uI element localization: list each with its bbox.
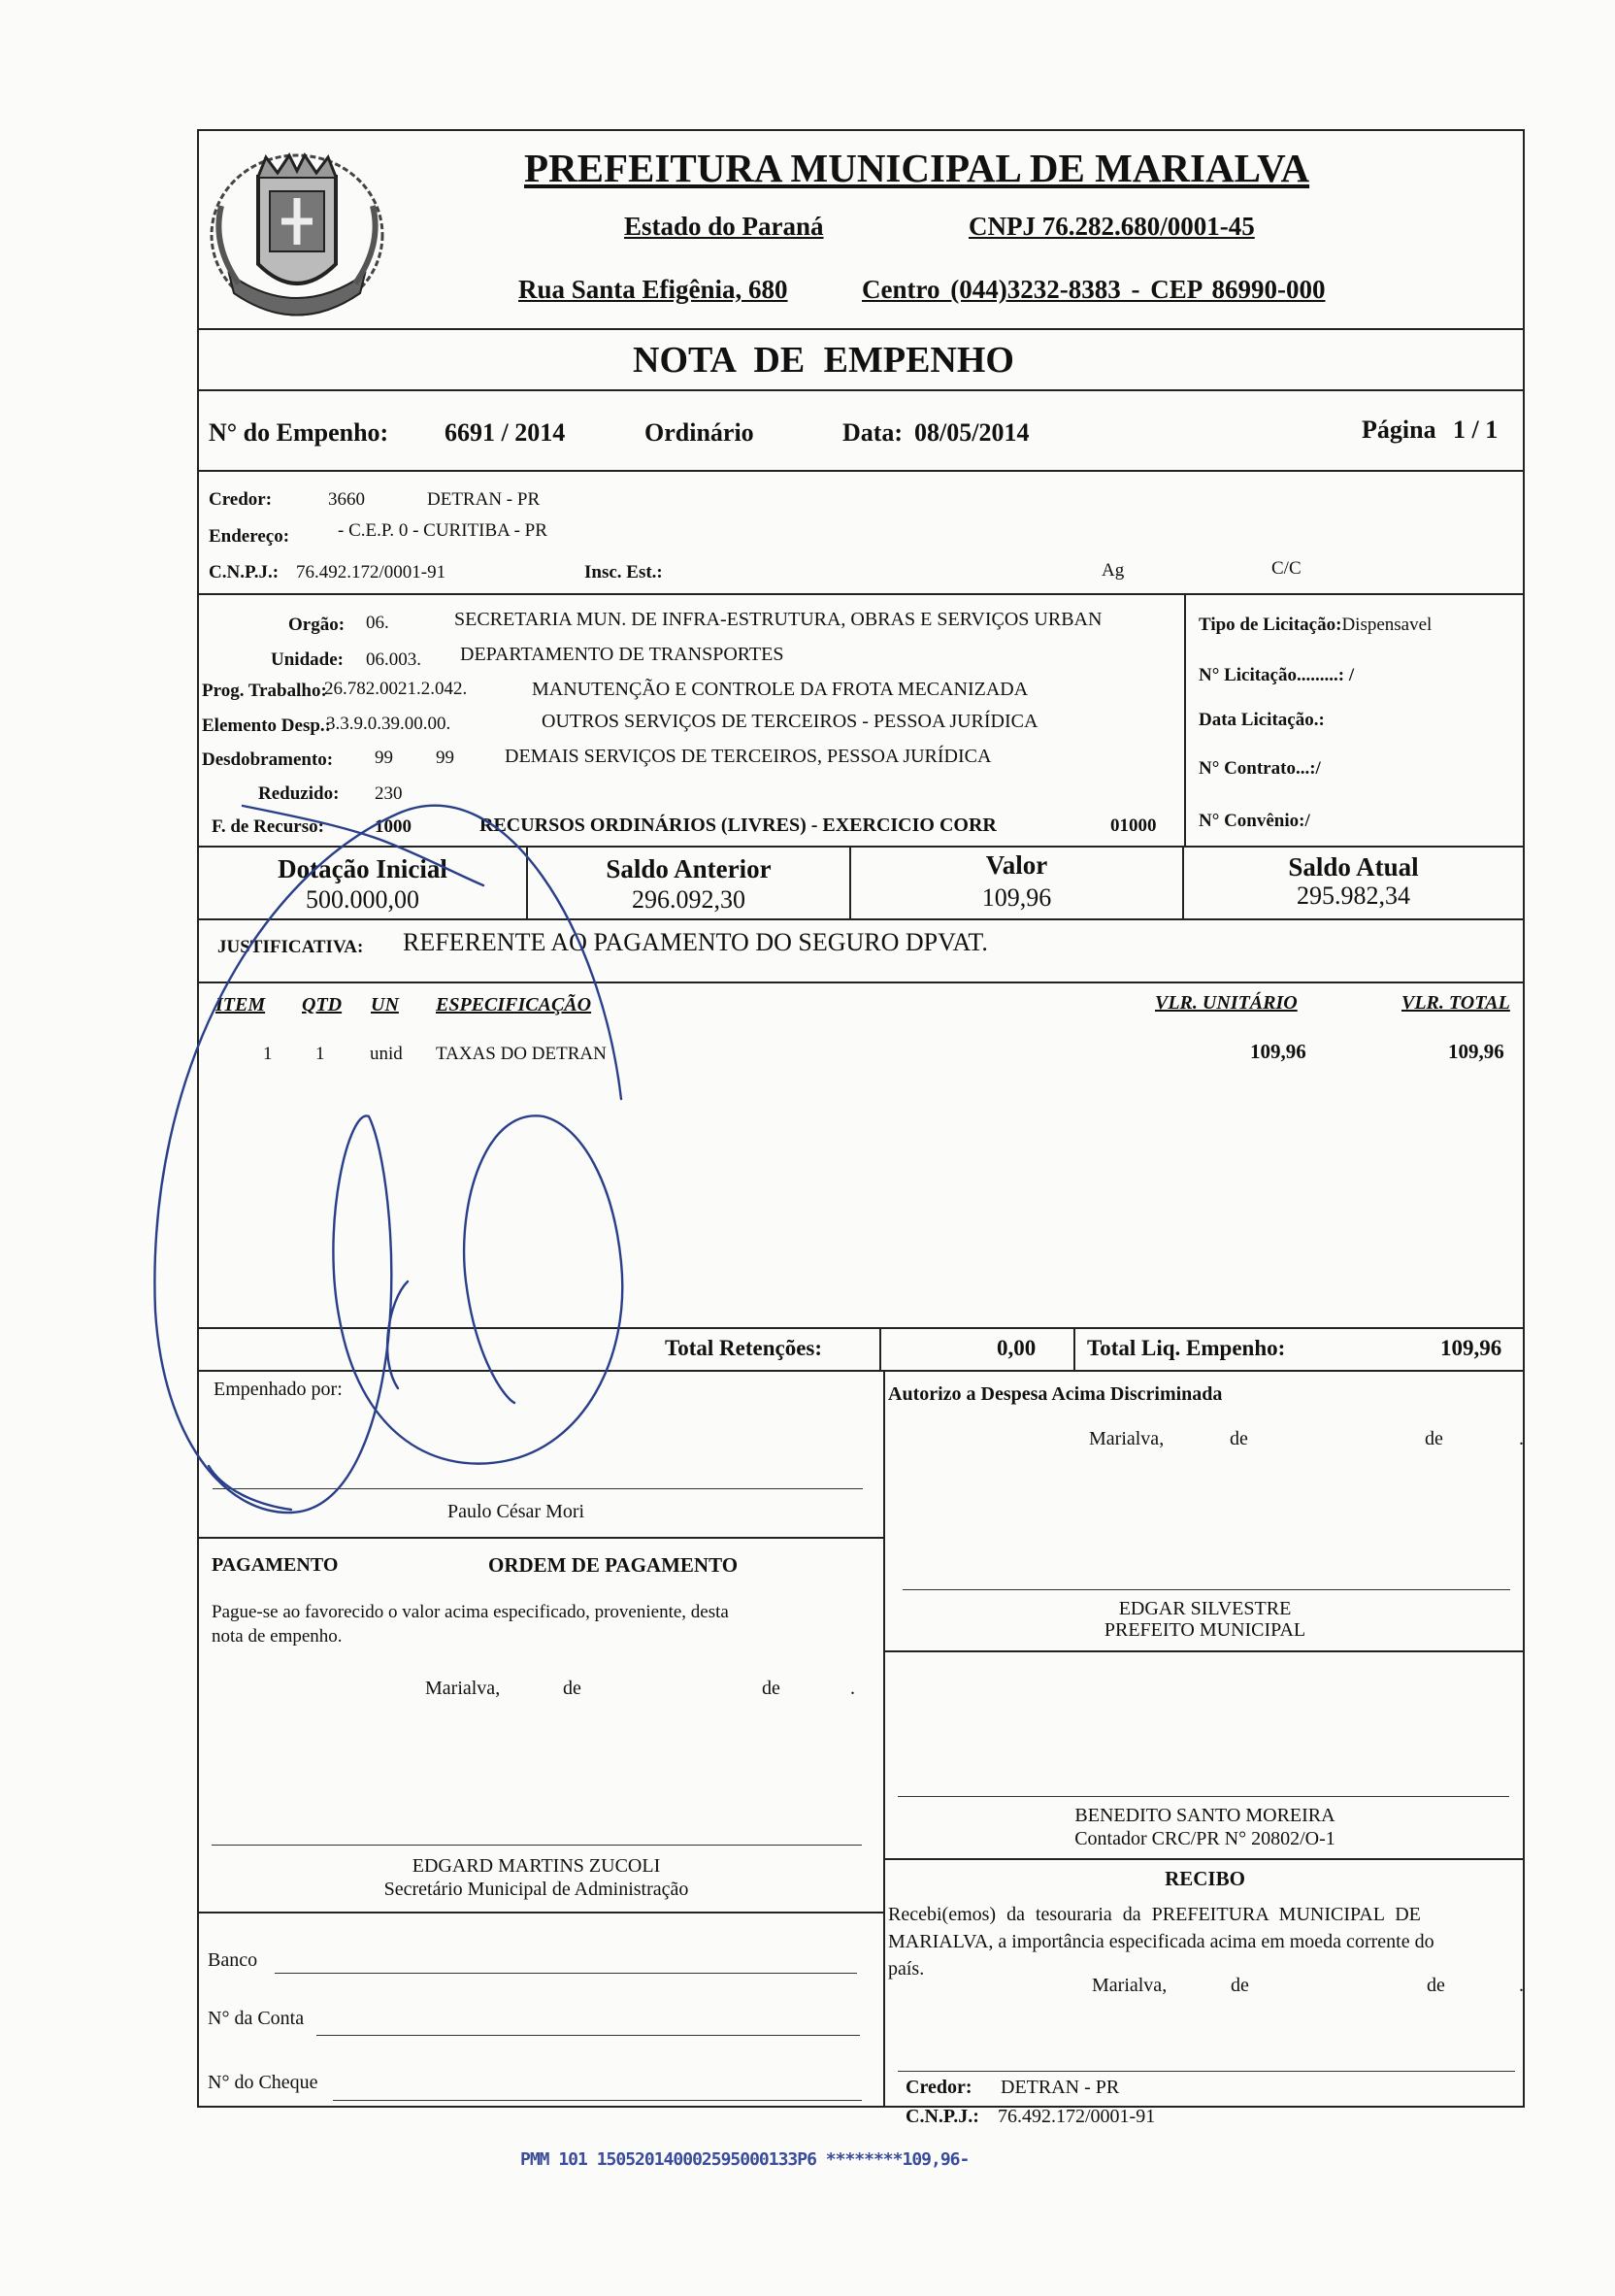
row-un: unid [370, 1044, 403, 1064]
elem-cod: 3.3.9.0.39.00.00. [326, 714, 451, 734]
tipo-licitacao-label: Tipo de Licitação: [1199, 615, 1342, 635]
data-licitacao: Data Licitação.: [1199, 710, 1325, 730]
empenhado-por-label: Empenhado por: [214, 1379, 343, 1400]
row-vlr-unitario: 109,96 [1250, 1040, 1306, 1063]
saldo-anterior-label: Saldo Anterior [606, 854, 772, 883]
col-un: UN [371, 994, 399, 1015]
saldo-atual-label: Saldo Atual [1288, 852, 1419, 882]
col-item: ITEM [215, 994, 266, 1015]
row-especificacao: TAXAS DO DETRAN [436, 1044, 607, 1064]
empenho-tipo: Ordinário [644, 418, 754, 447]
recibo-de-1: de [1231, 1975, 1249, 1996]
pagamento-ponto: . [850, 1678, 855, 1699]
secretario-nome: EDGARD MARTINS ZUCOLI [412, 1855, 661, 1877]
pagamento-marialva: Marialva, [425, 1678, 501, 1699]
justificativa-texto: REFERENTE AO PAGAMENTO DO SEGURO DPVAT. [403, 928, 988, 956]
numero-convenio: N° Convênio:/ [1199, 811, 1310, 831]
elem-desc: OUTROS SERVIÇOS DE TERCEIROS - PESSOA JURÍDICA [542, 711, 1038, 732]
header-title: PREFEITURA MUNICIPAL DE MARIALVA [524, 146, 1310, 190]
orgao-desc: SECRETARIA MUN. DE INFRA-ESTRUTURA, OBRAS E SERVIÇOS URBAN [454, 609, 1103, 630]
pagamento-de-1: de [563, 1678, 581, 1699]
autorizo-de-1: de [1230, 1428, 1248, 1449]
header-cnpj: CNPJ 76.282.680/0001-45 [969, 212, 1255, 241]
valor-label: Valor [985, 850, 1048, 880]
pagina-valor: 1 / 1 [1453, 416, 1499, 444]
credor-label: Credor: [209, 489, 273, 510]
total-liq-valor: 109,96 [1440, 1336, 1502, 1360]
header-centro-cep: Centro (044)3232-8383 - CEP 86990-000 [862, 275, 1326, 304]
recurso-cod2: 01000 [1110, 815, 1157, 836]
empenho-data: 08/05/2014 [914, 418, 1030, 447]
recurso-cod: 1000 [375, 816, 412, 837]
numero-licitacao: N° Licitação.........: / [1199, 665, 1355, 685]
unidade-desc: DEPARTAMENTO DE TRANSPORTES [460, 644, 784, 665]
banco-label: Banco [208, 1949, 258, 1971]
prog-label: Prog. Trabalho: [202, 681, 327, 701]
reduzido-valor: 230 [375, 783, 403, 804]
prog-cod: 26.782.0021.2.042. [324, 679, 468, 699]
saldo-atual-valor: 295.982,34 [1297, 882, 1410, 910]
justificativa-label: JUSTIFICATIVA: [217, 937, 364, 957]
recibo-linha-3: país. [888, 1958, 925, 1980]
recibo-credor-nome: DETRAN - PR [1001, 2077, 1120, 2098]
tipo-licitacao-valor: Dispensavel [1341, 615, 1433, 635]
prefeito-cargo: PREFEITO MUNICIPAL [1104, 1619, 1306, 1641]
recurso-desc: RECURSOS ORDINÁRIOS (LIVRES) - EXERCICIO CORR [479, 815, 997, 836]
col-qtd: QTD [302, 994, 343, 1015]
dotacao-inicial-valor: 500.000,00 [306, 885, 419, 914]
empenho-data-label: Data: [842, 418, 904, 447]
row-qtd: 1 [315, 1044, 325, 1064]
cnpj-label: C.N.P.J.: [209, 562, 280, 582]
desd-cod1: 99 [375, 748, 393, 768]
autorizo-marialva: Marialva, [1089, 1428, 1165, 1449]
unidade-cod: 06.003. [366, 649, 421, 670]
recibo-title: RECIBO [1165, 1867, 1245, 1890]
pague-se-linha-1: Pague-se ao favorecido o valor acima especificado, proveniente, desta [212, 1602, 729, 1622]
pagamento-label: PAGAMENTO [212, 1554, 339, 1576]
orgao-cod: 06. [366, 613, 389, 633]
recibo-cnpj-label: C.N.P.J.: [906, 2106, 979, 2127]
recurso-label: F. de Recurso: [212, 816, 324, 837]
recibo-linha-1: Recebi(emos) da tesouraria da PREFEITURA MUNICIPAL DE [888, 1904, 1421, 1925]
cheque-label: N° do Cheque [208, 2072, 318, 2093]
saldo-anterior-valor: 296.092,30 [632, 885, 745, 914]
secretario-cargo: Secretário Municipal de Administração [383, 1879, 689, 1900]
pagamento-de-2: de [762, 1678, 780, 1699]
orgao-label: Orgão: [288, 615, 346, 635]
recibo-credor-label: Credor: [906, 2077, 972, 2098]
dotacao-inicial-label: Dotação Inicial [278, 854, 447, 883]
cc-label: C/C [1271, 558, 1302, 579]
insc-est-label: Insc. Est.: [584, 562, 663, 582]
ag-label: Ag [1102, 560, 1125, 581]
empenhado-por-nome: Paulo César Mori [447, 1501, 585, 1522]
elem-label: Elemento Desp.: [202, 715, 331, 736]
desd-desc: DEMAIS SERVIÇOS DE TERCEIROS, PESSOA JURÍDICA [505, 746, 992, 767]
footer-codigo: PMM 101 150520140002595000133P6 ********109,96- [520, 2149, 970, 2170]
autorizo-ponto: . [1519, 1428, 1524, 1449]
credor-codigo: 3660 [328, 489, 365, 510]
prog-desc: MANUTENÇÃO E CONTROLE DA FROTA MECANIZADA [532, 679, 1029, 700]
col-especificacao: ESPECIFICAÇÃO [436, 994, 592, 1015]
total-retencoes-valor: 0,00 [997, 1336, 1037, 1360]
desd-cod2: 99 [436, 748, 454, 768]
contador-cargo: Contador CRC/PR N° 20802/O-1 [1074, 1828, 1335, 1849]
recibo-de-2: de [1427, 1975, 1445, 1996]
credor-cnpj: 76.492.172/0001-91 [296, 562, 446, 582]
empenho-numero-label: N° do Empenho: [209, 418, 389, 447]
desd-label: Desdobramento: [202, 749, 334, 770]
autorizo-despesa: Autorizo a Despesa Acima Discriminada [888, 1383, 1223, 1405]
row-item: 1 [263, 1044, 273, 1064]
doc-title: NOTA DE EMPENHO [633, 340, 1014, 381]
header-endereco: Rua Santa Efigênia, 680 [518, 275, 788, 304]
col-vlr-total: VLR. TOTAL [1401, 992, 1510, 1014]
conta-label: N° da Conta [208, 2008, 305, 2029]
recibo-linha-2: MARIALVA, a importância especificada acima em moeda corrente do [888, 1931, 1434, 1952]
empenho-numero: 6691 / 2014 [445, 418, 566, 447]
recibo-ponto: . [1519, 1975, 1524, 1996]
recibo-cnpj-valor: 76.492.172/0001-91 [998, 2106, 1156, 2127]
pague-se-linha-2: nota de empenho. [212, 1626, 343, 1647]
header-estado: Estado do Paraná [624, 212, 824, 241]
pagina-label: Página [1362, 416, 1436, 444]
credor-endereco: - C.E.P. 0 - CURITIBA - PR [338, 520, 547, 541]
prefeito-nome: EDGAR SILVESTRE [1118, 1598, 1292, 1619]
col-vlr-unitario: VLR. UNITÁRIO [1155, 992, 1298, 1014]
unidade-label: Unidade: [271, 649, 344, 670]
numero-contrato: N° Contrato...:/ [1199, 758, 1321, 779]
contador-nome: BENEDITO SANTO MOREIRA [1074, 1805, 1335, 1826]
endereco-label: Endereço: [209, 526, 290, 547]
recibo-marialva: Marialva, [1092, 1975, 1168, 1996]
row-vlr-total: 109,96 [1448, 1040, 1504, 1063]
valor-valor: 109,96 [981, 883, 1052, 912]
ordem-pagamento-label: ORDEM DE PAGAMENTO [488, 1553, 739, 1577]
reduzido-label: Reduzido: [258, 783, 340, 804]
credor-nome: DETRAN - PR [427, 489, 541, 510]
total-retencoes-label: Total Retenções: [665, 1336, 823, 1360]
autorizo-de-2: de [1425, 1428, 1443, 1449]
total-liq-label: Total Liq. Empenho: [1087, 1336, 1286, 1360]
